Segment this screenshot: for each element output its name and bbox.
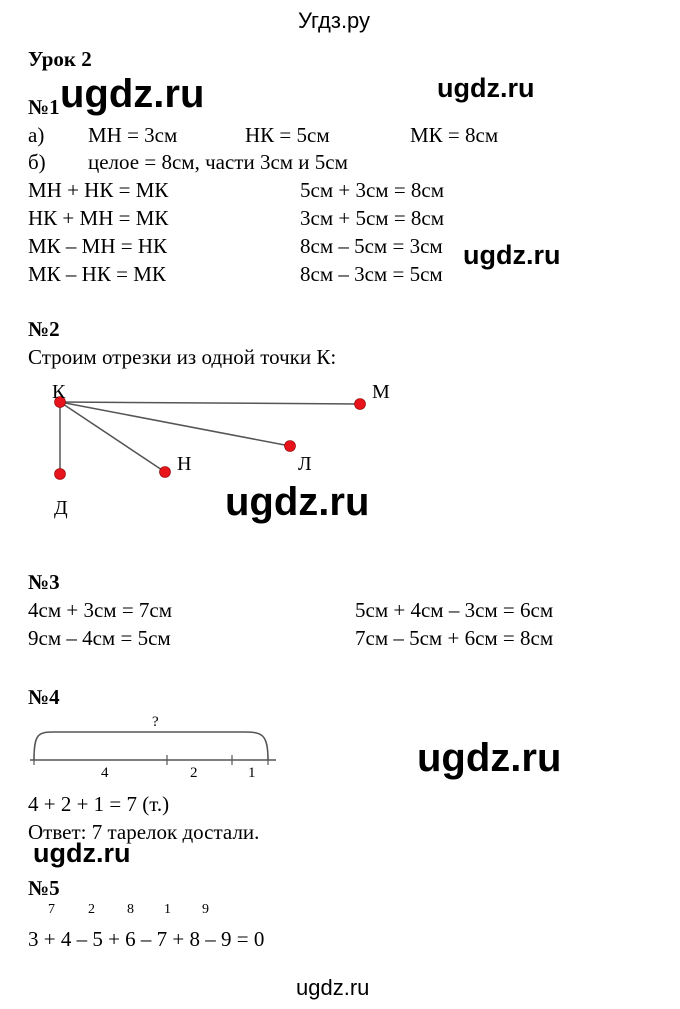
point-l bbox=[285, 441, 296, 452]
task1-row-right: 8см – 3см = 5см bbox=[300, 262, 443, 286]
task3-row-right: 5см + 4см – 3см = 6см bbox=[355, 598, 554, 622]
task4-equation: 4 + 2 + 1 = 7 (т.) bbox=[28, 792, 170, 816]
task1-a-label: а) bbox=[28, 123, 45, 147]
task1-b-text: целое = 8см, части 3см и 5см bbox=[88, 150, 348, 174]
task1-row-left: НК + МН = МК bbox=[28, 206, 169, 230]
label-m: М bbox=[372, 381, 390, 403]
task1-row-right: 3см + 5см = 8см bbox=[300, 206, 445, 230]
lesson-title: Урок 2 bbox=[28, 47, 92, 71]
task5-superscript: 9 bbox=[202, 902, 209, 917]
task2-number: №2 bbox=[28, 317, 60, 341]
watermark: ugdz.ru bbox=[225, 480, 370, 524]
task4-number: №4 bbox=[28, 685, 60, 709]
point-d bbox=[55, 469, 66, 480]
segment-scheme bbox=[24, 708, 284, 778]
task1-number: №1 bbox=[28, 95, 60, 119]
task1-a-value: НК = 5см bbox=[245, 123, 330, 147]
brace bbox=[34, 732, 268, 760]
watermark: ugdz.ru bbox=[463, 240, 561, 270]
label-k: К bbox=[52, 381, 66, 403]
watermark: ugdz.ru bbox=[437, 73, 535, 103]
task3-row-left: 9см – 4см = 5см bbox=[28, 626, 171, 650]
question-mark: ? bbox=[152, 714, 159, 730]
task1-row-left: МК – НК = МК bbox=[28, 262, 166, 286]
segment-value: 1 bbox=[248, 765, 256, 778]
task5-equation: 3 + 4 – 5 + 6 – 7 + 8 – 9 = 0 bbox=[28, 927, 265, 951]
segment-value: 4 bbox=[101, 765, 109, 778]
task2-text: Строим отрезки из одной точки К: bbox=[28, 345, 337, 369]
task5-number: №5 bbox=[28, 876, 60, 900]
segment-kl bbox=[60, 402, 290, 446]
watermark: ugdz.ru bbox=[417, 736, 562, 780]
task1-row-right: 8см – 5см = 3см bbox=[300, 234, 443, 258]
site-header: Угдз.ру bbox=[298, 8, 371, 33]
task1-a-value: МН = 3см bbox=[88, 123, 178, 147]
task1-row-left: МК – МН = НК bbox=[28, 234, 168, 258]
task1-row-left: МН + НК = МК bbox=[28, 178, 169, 202]
task5-superscript: 1 bbox=[164, 902, 171, 917]
task3-number: №3 bbox=[28, 570, 60, 594]
task4-answer: Ответ: 7 тарелок достали. bbox=[28, 820, 260, 844]
label-d: Д bbox=[54, 497, 68, 519]
task5-superscript: 2 bbox=[88, 902, 95, 917]
task1-row-right: 5см + 3см = 8см bbox=[300, 178, 445, 202]
task1-b-label: б) bbox=[28, 150, 46, 174]
point-m bbox=[355, 399, 366, 410]
task1-a-value: МК = 8см bbox=[410, 123, 499, 147]
label-n: Н bbox=[177, 453, 192, 475]
point-n bbox=[160, 467, 171, 478]
label-l: Л bbox=[298, 453, 312, 475]
segment-value: 2 bbox=[190, 765, 198, 778]
task5-superscript: 7 bbox=[48, 902, 55, 917]
task3-row-left: 4см + 3см = 7см bbox=[28, 598, 173, 622]
task5-superscript: 8 bbox=[127, 902, 134, 917]
task3-row-right: 7см – 5см + 6см = 8см bbox=[355, 626, 554, 650]
watermark: ugdz.ru bbox=[60, 72, 205, 116]
watermark: ugdz.ru bbox=[33, 838, 131, 868]
segment-km bbox=[60, 402, 360, 404]
site-footer: ugdz.ru bbox=[296, 975, 370, 1000]
